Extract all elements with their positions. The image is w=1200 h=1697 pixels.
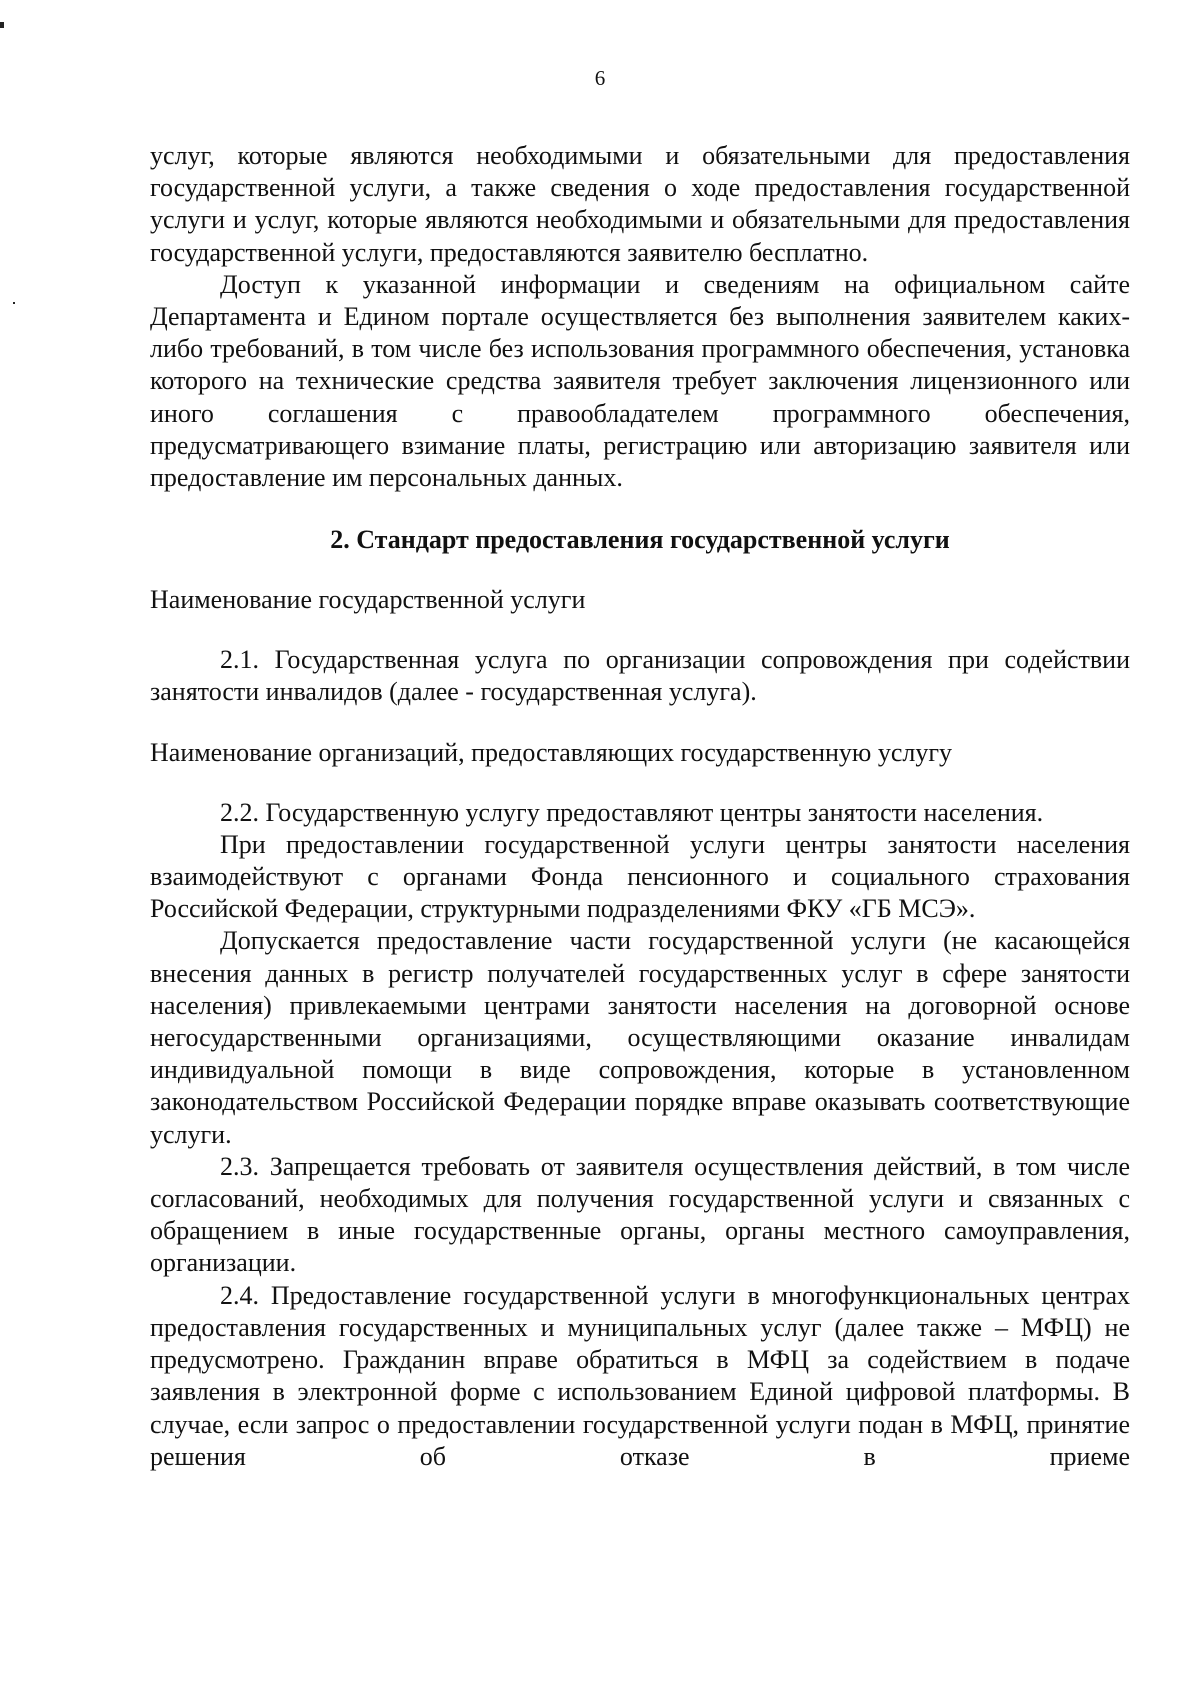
subheading-organizations: Наименование организаций, предоставляющих государственную услугу [150, 737, 953, 767]
paragraph-2-2-interaction: При предоставлении государственной услуги центры занятости населения взаимодействуют с органами Фонда пенсионного и социального страхования Российской Федерации, структурными подразделениями ФКУ «ГБ МСЭ». [150, 829, 1130, 924]
paragraph-2-4: 2.4. Предоставление государственной услуги в многофункциональных центрах предоставления государственных и муниципальных услуг (далее также – МФЦ) не предусмотрено. Гражданин вправе обратиться в МФЦ за содействием в подаче заявления в электронной форме с использованием Единой цифровой платформы. В случае, если запрос о предоставлении государственной услуги подан в МФЦ, принятие решения об отказе в приеме [150, 1280, 1130, 1471]
paragraph-services-free: услуг, которые являются необходимыми и обязательными для предоставления государственной услуги, а также сведения о ходе предоставления государственной услуги и услуг, которые являются необходимыми и обязательными для предоставления государственной услуги, предоставляются заявителю бесплатно. [150, 141, 1130, 267]
paragraph-2-2-partial: Допускается предоставление части государственной услуги (не касающейся внесения данных в регистр получателей государственных услуг в сфере занятости населения) привлекаемыми центрами занятости населения на договорной основе негосударственными организациями, осуществляющими оказание инвалидам индивидуальной помощи в виде сопровождения, которые в установленном законодательством Российской Федерации порядке вправе оказывать соответствующие услуги. [150, 926, 1130, 1149]
scan-speck-left [13, 302, 15, 304]
scan-speck-top-left [0, 22, 4, 28]
paragraph-access-info: Доступ к указанной информации и сведениям на официальном сайте Департамента и Едином портале осуществляется без выполнения заявителем каких-либо требований, в том числе без использования программного обеспечения, установка которого на технические средства заявителя требует заключения лицензионного или иного соглашения с правообладателем программного обеспечения, предусматривающего взимание платы, регистрацию или авторизацию заявителя или предоставление им персональных данных. [150, 269, 1130, 493]
document-body [150, 140, 1130, 1473]
section-heading-standard: 2. Стандарт предоставления государственной услуги [330, 525, 950, 555]
paragraph-2-2: 2.2. Государственную услугу предоставляют центры занятости населения. [220, 797, 1044, 827]
paragraph-2-3: 2.3. Запрещается требовать от заявителя осуществления действий, в том числе согласований, необходимых для получения государственной услуги и связанных с обращением в иные государственные органы, органы местного самоуправления, организации. [150, 1151, 1130, 1278]
paragraph-2-1: 2.1. Государственная услуга по организации сопровождения при содействии занятости инвалидов (далее - государственная услуга). [150, 645, 1130, 707]
page-number: 6 [594, 66, 606, 90]
subheading-service-name: Наименование государственной услуги [150, 585, 586, 615]
